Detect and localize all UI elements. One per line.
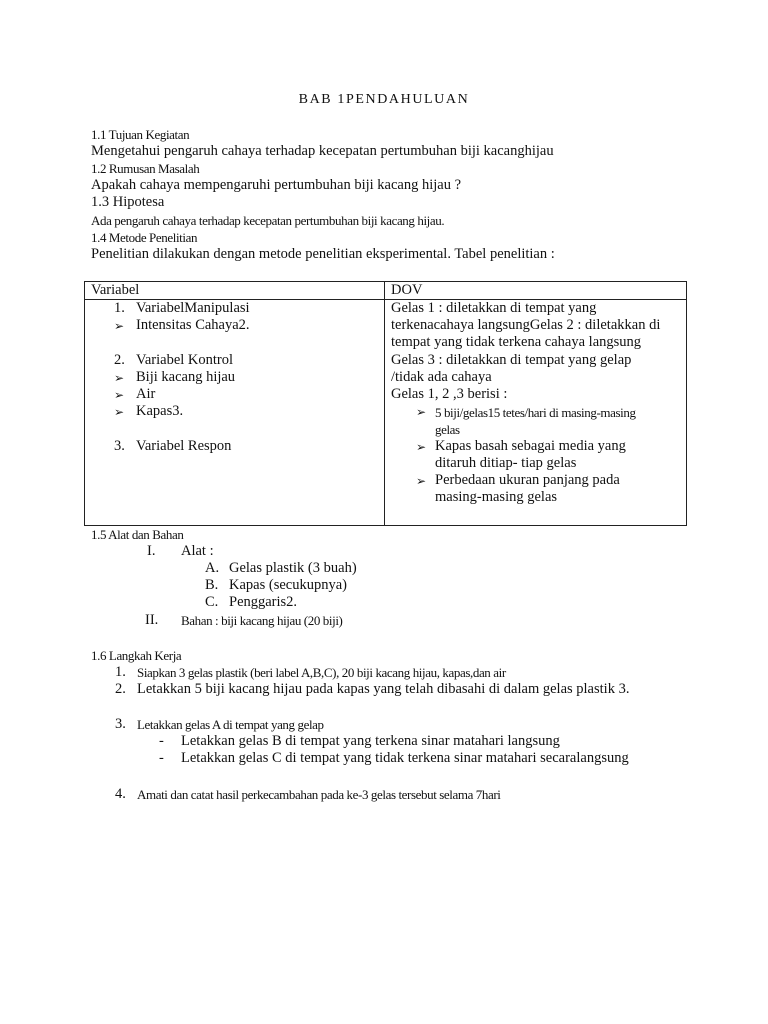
dov-line: Gelas 1 : diletakkan di tempat yang — [391, 300, 597, 316]
substep-text: Letakkan gelas B di tempat yang terkena sinar matahari langsung — [181, 733, 560, 749]
arrow-bullet-icon: ➢ — [416, 474, 427, 488]
section-1-4-heading: 1.4 Metode Penelitian — [91, 230, 198, 245]
substep-marker: - — [159, 733, 164, 749]
section-1-5-heading: 1.5 Alat dan Bahan — [91, 527, 184, 542]
step-marker: 2. — [115, 681, 126, 697]
variable-marker: 3. — [114, 438, 125, 454]
variable-marker: 1. — [114, 300, 125, 316]
dov-line: /tidak ada cahaya — [391, 369, 492, 385]
arrow-bullet-icon: ➢ — [114, 319, 125, 333]
document-title: BAB 1PENDAHULUAN — [298, 92, 470, 107]
substep-marker: - — [159, 750, 164, 766]
list-marker: I. — [147, 543, 156, 559]
section-1-6-heading: 1.6 Langkah Kerja — [91, 648, 182, 663]
alat-item: Kapas (secukupnya) — [229, 577, 347, 593]
section-1-3-text: Ada pengaruh cahaya terhadap kecepatan pertumbuhan biji kacang hijau. — [91, 213, 445, 228]
dov-line: tempat yang tidak terkena cahaya langsung — [391, 334, 642, 350]
dov-line: Gelas 3 : diletakkan di tempat yang gelap — [391, 352, 632, 368]
step-marker: 3. — [115, 716, 126, 732]
step-text: Siapkan 3 gelas plastik (beri label A,B,C), 20 biji kacang hijau, kapas,dan air — [137, 665, 506, 680]
list-marker: A. — [205, 560, 220, 576]
dov-bullet-text: Kapas basah sebagai media yang — [435, 438, 626, 454]
step-text: Amati dan catat hasil perkecambahan pada ke-3 gelas tersebut selama 7hari — [137, 787, 501, 802]
section-1-3-heading: 1.3 Hipotesa — [91, 194, 165, 210]
table-cell-dov — [385, 300, 687, 526]
variable-item: Variabel Respon — [136, 438, 232, 454]
dov-bullet-text: 5 biji/gelas15 tetes/hari di masing-masing — [435, 405, 636, 420]
section-1-1-heading: 1.1 Tujuan Kegiatan — [91, 127, 190, 142]
arrow-bullet-icon: ➢ — [114, 371, 125, 385]
dov-bullet-text: ditaruh ditiap- tiap gelas — [435, 455, 577, 471]
alat-item: Gelas plastik (3 buah) — [229, 560, 357, 576]
section-1-2-heading: 1.2 Rumusan Masalah — [91, 161, 200, 176]
arrow-bullet-icon: ➢ — [114, 388, 125, 402]
section-1-4-text: Penelitian dilakukan dengan metode penelitian eksperimental. Tabel penelitian : — [91, 246, 555, 262]
step-text: Letakkan gelas A di tempat yang gelap — [137, 717, 324, 732]
arrow-bullet-icon: ➢ — [416, 440, 427, 454]
table-header-dov: DOV — [385, 282, 687, 300]
section-1-1-text: Mengetahui pengaruh cahaya terhadap kecepatan pertumbuhan biji kacanghijau — [91, 143, 554, 159]
dov-line: Gelas 1, 2 ,3 berisi : — [391, 386, 508, 402]
section-1-2-text: Apakah cahaya mempengaruhi pertumbuhan biji kacang hijau ? — [91, 177, 462, 193]
variable-marker: 2. — [114, 352, 125, 368]
dov-bullet-text: masing-masing gelas — [435, 489, 558, 505]
substep-text: Letakkan gelas C di tempat yang tidak terkena sinar matahari secaralangsung — [181, 750, 629, 766]
step-text: Letakkan 5 biji kacang hijau pada kapas yang telah dibasahi di dalam gelas plastik 3. — [137, 681, 630, 697]
variable-item: Intensitas Cahaya2. — [136, 317, 250, 333]
arrow-bullet-icon: ➢ — [114, 405, 125, 419]
alat-item: Penggaris2. — [229, 594, 298, 610]
table-header-variabel: Variabel — [85, 282, 385, 300]
list-marker: II. — [145, 612, 159, 628]
dov-bullet-text: gelas — [435, 422, 460, 437]
variable-item: Kapas3. — [136, 403, 184, 419]
variable-item: Biji kacang hijau — [136, 369, 236, 385]
table-cell-variabel — [85, 300, 385, 526]
bahan-label: Bahan : biji kacang hijau (20 biji) — [181, 613, 343, 628]
variable-item: Air — [136, 386, 156, 402]
dov-line: terkenacahaya langsungGelas 2 : diletakkan di — [391, 317, 661, 333]
list-marker: B. — [205, 577, 219, 593]
step-marker: 4. — [115, 786, 126, 802]
variable-table — [84, 281, 687, 526]
arrow-bullet-icon: ➢ — [416, 405, 427, 419]
variable-item: Variabel Kontrol — [136, 352, 234, 368]
dov-bullet-text: Perbedaan ukuran panjang pada — [435, 472, 620, 488]
step-marker: 1. — [115, 664, 126, 680]
list-marker: C. — [205, 594, 219, 610]
alat-label: Alat : — [181, 543, 214, 559]
variable-item: VariabelManipulasi — [136, 300, 250, 316]
